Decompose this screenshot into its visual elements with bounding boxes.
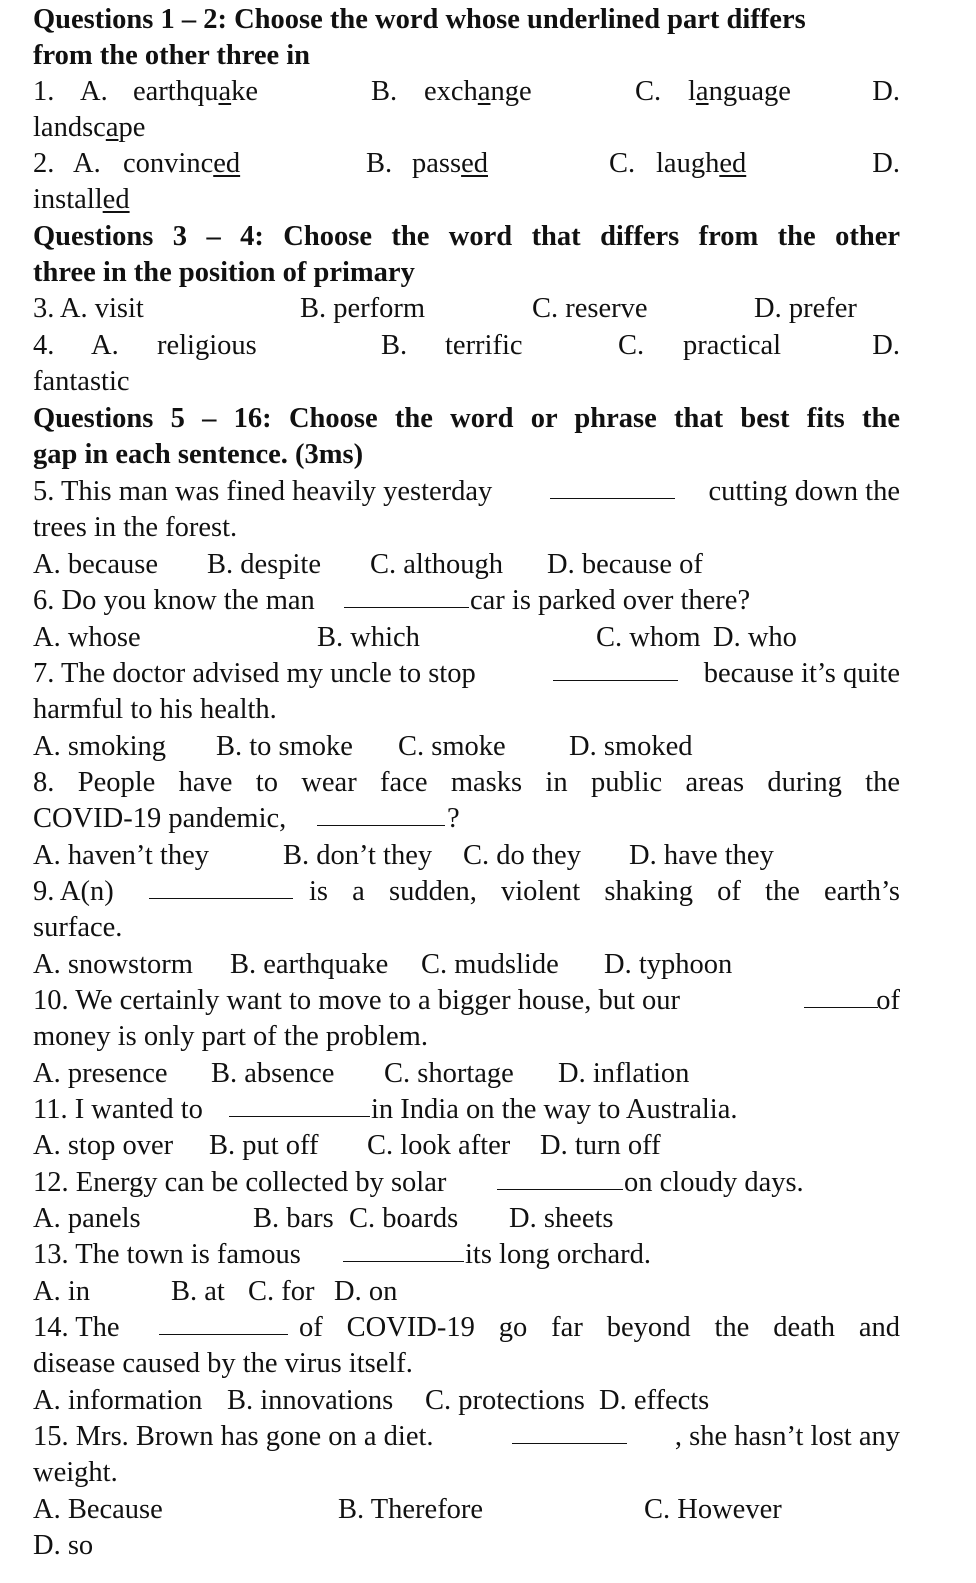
q5-stem-continued: trees in the forest. bbox=[33, 512, 238, 543]
q12-stem-after-gap: on cloudy days. bbox=[624, 1167, 804, 1198]
q5-option-b: B. despite bbox=[207, 549, 321, 580]
q1-c-post: nguage bbox=[708, 76, 791, 107]
q1-a-underlined: a bbox=[218, 76, 232, 107]
q1-a-post: ke bbox=[231, 76, 259, 107]
question-3-options bbox=[33, 291, 900, 327]
q15-stem-continued: weight. bbox=[33, 1457, 118, 1488]
q13-answer-blank bbox=[343, 1237, 464, 1262]
q13-option-d: D. on bbox=[334, 1276, 398, 1307]
q14-answer-blank bbox=[159, 1310, 288, 1335]
q1-number: 1. bbox=[33, 76, 55, 107]
question-1-options bbox=[33, 74, 900, 110]
q3-option-d: D. prefer bbox=[754, 293, 857, 324]
q7-stem-continued: harmful to his health. bbox=[33, 694, 277, 725]
q14-option-c: C. protections bbox=[425, 1385, 585, 1416]
q14-option-d: D. effects bbox=[599, 1385, 710, 1416]
q1-b-pre: exch bbox=[424, 76, 478, 107]
question-2-options bbox=[33, 146, 900, 182]
q1-option-c bbox=[688, 74, 791, 110]
question-4-options bbox=[33, 328, 900, 364]
q8-option-a: A. haven’t they bbox=[33, 840, 209, 871]
q15-stem-after-gap: , she hasn’t lost any bbox=[674, 1421, 900, 1452]
q2-d-underlined: ed bbox=[102, 184, 130, 215]
q9-answer-blank bbox=[149, 874, 293, 899]
q12-option-b: B. bars bbox=[253, 1203, 334, 1234]
question-9-stem bbox=[33, 874, 900, 910]
q2-option-d bbox=[33, 182, 900, 218]
q9-stem-before-gap: 9. A(n) bbox=[33, 876, 114, 907]
q10-option-d: D. inflation bbox=[558, 1058, 690, 1089]
q13-stem-after-gap: its long orchard. bbox=[465, 1239, 652, 1270]
q13-stem-before-gap: 13. The town is famous bbox=[33, 1239, 301, 1270]
q11-stem-after-gap: in India on the way to Australia. bbox=[371, 1094, 738, 1125]
q1-option-b-letter: B. bbox=[371, 76, 398, 107]
q6-option-d: D. who bbox=[713, 622, 797, 653]
q1-option-d-letter: D. bbox=[872, 76, 900, 107]
question-6-options bbox=[33, 620, 900, 656]
q2-option-c-letter: C. bbox=[609, 148, 636, 179]
question-14-stem bbox=[33, 1310, 900, 1346]
q1-c-pre: l bbox=[688, 76, 696, 107]
q5-option-d: D. because of bbox=[547, 549, 703, 580]
q15-option-b: B. Therefore bbox=[338, 1494, 484, 1525]
q2-d-pre: install bbox=[33, 184, 103, 215]
question-13-stem bbox=[33, 1237, 900, 1273]
q14-stem-after-gap: of COVID-19 go far beyond the death and bbox=[299, 1312, 900, 1343]
q7-option-b: B. to smoke bbox=[216, 731, 353, 762]
q9-stem-continued: surface. bbox=[33, 912, 123, 943]
q8-option-b: B. don’t they bbox=[283, 840, 433, 871]
q9-option-a: A. snowstorm bbox=[33, 949, 193, 980]
question-13-options bbox=[33, 1274, 900, 1310]
question-11-stem bbox=[33, 1092, 900, 1128]
question-7-options bbox=[33, 729, 900, 765]
q7-answer-blank bbox=[553, 656, 678, 681]
q13-option-a: A. in bbox=[33, 1276, 90, 1307]
q2-option-b-letter: B. bbox=[366, 148, 393, 179]
q4-option-b-letter: B. bbox=[381, 330, 408, 361]
q11-option-b: B. put off bbox=[209, 1130, 319, 1161]
q8-stem-after-gap: ? bbox=[447, 803, 460, 834]
q1-c-underlined: a bbox=[695, 76, 709, 107]
q12-option-c: C. boards bbox=[349, 1203, 459, 1234]
q2-option-d-letter: D. bbox=[872, 148, 900, 179]
q15-answer-blank bbox=[512, 1419, 627, 1444]
q4-option-c-letter: C. bbox=[618, 330, 645, 361]
q6-option-c: C. whom bbox=[596, 622, 701, 653]
q10-option-a: A. presence bbox=[33, 1058, 168, 1089]
q1-d-underlined: a bbox=[105, 112, 119, 143]
q10-option-c: C. shortage bbox=[384, 1058, 514, 1089]
q14-stem-continued: disease caused by the virus itself. bbox=[33, 1348, 413, 1379]
q4-option-d: fantastic bbox=[33, 366, 130, 397]
q10-stem-before-gap: 10. We certainly want to move to a bigger house, but our bbox=[33, 985, 680, 1016]
q6-stem-before-gap: 6. Do you know the man bbox=[33, 585, 315, 616]
q1-a-pre: earthqu bbox=[133, 76, 219, 107]
q1-option-a bbox=[133, 74, 258, 110]
q4-option-d-letter: D. bbox=[872, 330, 900, 361]
q15-option-d: D. so bbox=[33, 1530, 94, 1561]
q12-option-d: D. sheets bbox=[509, 1203, 614, 1234]
question-15-stem bbox=[33, 1419, 900, 1455]
question-8-options bbox=[33, 838, 900, 874]
q7-option-d: D. smoked bbox=[569, 731, 693, 762]
q13-option-b: B. at bbox=[171, 1276, 225, 1307]
q1-d-post: pe bbox=[118, 112, 146, 143]
q1-option-c-letter: C. bbox=[635, 76, 662, 107]
q2-option-a bbox=[123, 146, 240, 182]
q11-option-a: A. stop over bbox=[33, 1130, 174, 1161]
question-9-options bbox=[33, 947, 900, 983]
q14-option-a: A. information bbox=[33, 1385, 203, 1416]
q9-option-d: D. typhoon bbox=[604, 949, 733, 980]
q2-b-pre: pass bbox=[412, 148, 462, 179]
q4-option-a-letter: A. bbox=[91, 330, 119, 361]
q7-option-a: A. smoking bbox=[33, 731, 167, 762]
q8-option-c: C. do they bbox=[463, 840, 581, 871]
q2-number: 2. bbox=[33, 148, 55, 179]
q3-option-b: B. perform bbox=[300, 293, 426, 324]
question-8-stem: 8. People have to wear face masks in public areas during the bbox=[33, 767, 900, 798]
q10-stem-after-gap: of bbox=[876, 985, 900, 1016]
q4-number: 4. bbox=[33, 330, 55, 361]
q15-option-c: C. However bbox=[644, 1494, 782, 1525]
q11-stem-before-gap: 11. I wanted to bbox=[33, 1094, 203, 1125]
q7-option-c: C. smoke bbox=[398, 731, 506, 762]
q8-answer-blank bbox=[317, 801, 445, 826]
q6-stem-after-gap: car is parked over there? bbox=[470, 585, 751, 616]
question-11-options bbox=[33, 1128, 900, 1164]
q12-stem-before-gap: 12. Energy can be collected by solar bbox=[33, 1167, 447, 1198]
section-heading-2b: three in the position of primary bbox=[33, 257, 415, 288]
q2-option-b bbox=[412, 146, 488, 182]
q1-b-underlined: a bbox=[477, 76, 491, 107]
q6-answer-blank bbox=[344, 583, 469, 608]
q2-b-underlined: ed bbox=[461, 148, 488, 179]
q12-option-a: A. panels bbox=[33, 1203, 141, 1234]
section-heading-3a: Questions 5 – 16: Choose the word or phrase that best fits the bbox=[33, 403, 900, 434]
question-14-options bbox=[33, 1383, 900, 1419]
q9-option-c: C. mudslide bbox=[421, 949, 559, 980]
q14-option-b: B. innovations bbox=[227, 1385, 394, 1416]
q15-stem-before-gap: 15. Mrs. Brown has gone on a diet. bbox=[33, 1421, 434, 1452]
section-heading-1a: Questions 1 – 2: Choose the word whose underlined part differs bbox=[33, 4, 806, 35]
question-10-options bbox=[33, 1056, 900, 1092]
q3-option-a: 3. A. visit bbox=[33, 293, 144, 324]
q10-stem-continued: money is only part of the problem. bbox=[33, 1021, 428, 1052]
q6-option-a: A. whose bbox=[33, 622, 141, 653]
q10-answer-blank bbox=[804, 983, 878, 1008]
section-heading-1b: from the other three in bbox=[33, 40, 311, 71]
question-10-stem bbox=[33, 983, 900, 1019]
section-heading-2a: Questions 3 – 4: Choose the word that differs from the other bbox=[33, 221, 900, 252]
question-5-stem bbox=[33, 474, 900, 510]
q7-stem-after-gap: because it’s quite bbox=[703, 658, 900, 689]
question-6-stem bbox=[33, 583, 900, 619]
q2-a-underlined: ed bbox=[213, 148, 241, 179]
q10-option-b: B. absence bbox=[211, 1058, 335, 1089]
q2-option-a-letter: A. bbox=[73, 148, 101, 179]
q1-option-d bbox=[33, 110, 900, 146]
q3-option-c: C. reserve bbox=[532, 293, 648, 324]
q8-stem-before-gap: COVID-19 pandemic, bbox=[33, 803, 287, 834]
q9-stem-after-gap: is a sudden, violent shaking of the earth’s bbox=[309, 876, 900, 907]
q5-option-c: C. although bbox=[370, 549, 503, 580]
q12-answer-blank bbox=[497, 1165, 623, 1190]
q15-option-a: A. Because bbox=[33, 1494, 163, 1525]
q1-b-post: nge bbox=[490, 76, 532, 107]
section-heading-3b: gap in each sentence. (3ms) bbox=[33, 439, 364, 470]
q11-option-c: C. look after bbox=[367, 1130, 511, 1161]
q5-stem-after-gap: cutting down the bbox=[708, 476, 900, 507]
q5-answer-blank bbox=[550, 474, 675, 499]
question-12-options bbox=[33, 1201, 900, 1237]
question-8-stem-continued bbox=[33, 801, 900, 837]
q2-a-pre: convinc bbox=[123, 148, 214, 179]
q13-option-c: C. for bbox=[248, 1276, 315, 1307]
q5-option-a: A. because bbox=[33, 549, 159, 580]
question-15-options bbox=[33, 1492, 900, 1528]
q1-option-b bbox=[424, 74, 532, 110]
question-7-stem bbox=[33, 656, 900, 692]
q4-option-c: practical bbox=[683, 330, 782, 361]
q1-d-pre: landsc bbox=[33, 112, 106, 143]
q11-option-d: D. turn off bbox=[540, 1130, 661, 1161]
q5-stem-before-gap: 5. This man was fined heavily yesterday bbox=[33, 476, 493, 507]
q6-option-b: B. which bbox=[317, 622, 420, 653]
q9-option-b: B. earthquake bbox=[230, 949, 389, 980]
q2-option-c bbox=[656, 146, 746, 182]
q4-option-a: religious bbox=[157, 330, 257, 361]
question-5-options bbox=[33, 547, 900, 583]
q2-c-pre: laugh bbox=[656, 148, 720, 179]
q1-option-a-letter: A. bbox=[80, 76, 108, 107]
q11-answer-blank bbox=[229, 1092, 370, 1117]
q2-c-underlined: ed bbox=[719, 148, 747, 179]
q14-stem-before-gap: 14. The bbox=[33, 1312, 120, 1343]
q7-stem-before-gap: 7. The doctor advised my uncle to stop bbox=[33, 658, 476, 689]
q8-option-d: D. have they bbox=[629, 840, 774, 871]
q4-option-b: terrific bbox=[445, 330, 523, 361]
question-12-stem bbox=[33, 1165, 900, 1201]
